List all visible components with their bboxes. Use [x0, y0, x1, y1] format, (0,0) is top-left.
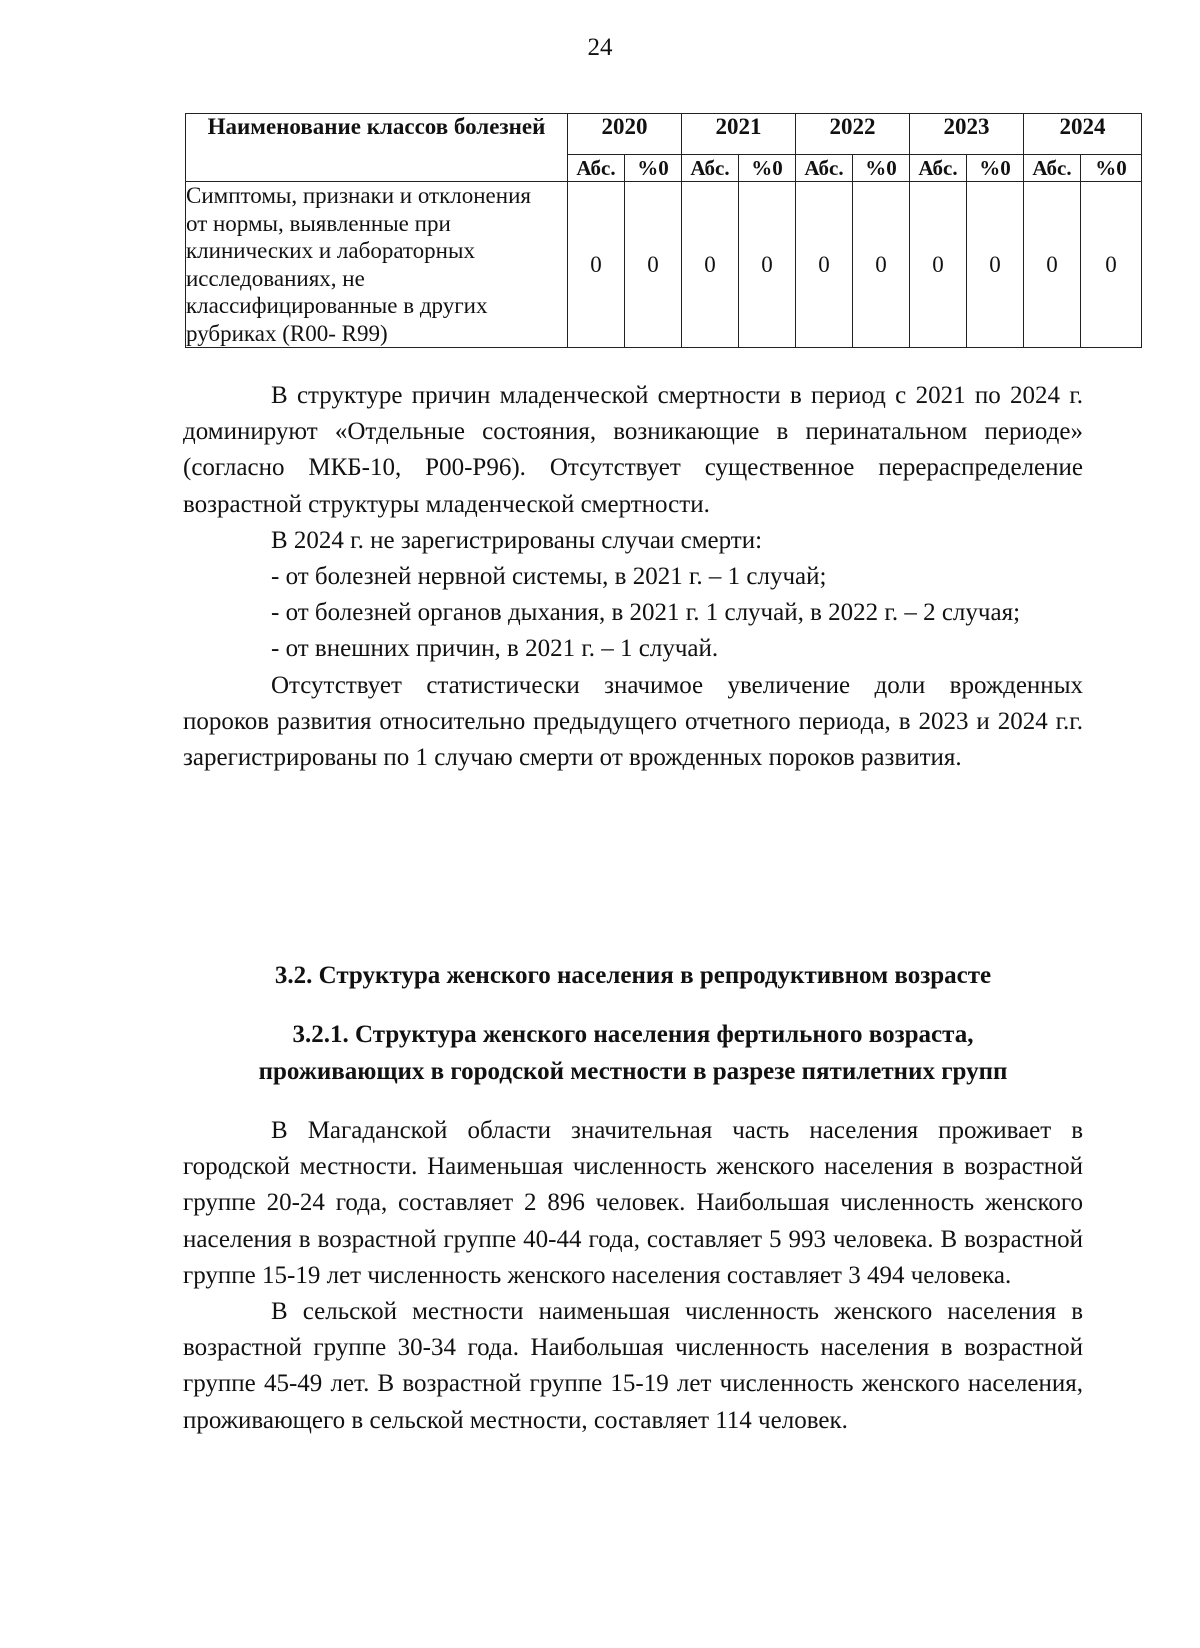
- row-name-line: клинических и лабораторных: [186, 238, 475, 263]
- table-header-row: [186, 114, 1142, 155]
- table-row: [186, 182, 1142, 348]
- cell-2024-pct: 0: [1081, 182, 1142, 348]
- list-item-nervous: - от болезней нервной системы, в 2021 г. – 1 случай;: [271, 563, 827, 591]
- paragraph-infant-mortality: В структуре причин младенческой смертности в период с 2021 по 2024 г. доминируют «Отдельные состояния, возникающие в перинатальном периоде» (согласно МКБ-10, Р00-Р96). Отсутствует существенное перераспределение возрастной структуры младенческой смертности.: [183, 382, 1083, 518]
- list-item-respiratory: - от болезней органов дыхания, в 2021 г. 1 случай, в 2022 г. – 2 случая;: [271, 599, 1021, 627]
- cell-2023-abs: 0: [910, 182, 967, 348]
- subheader-pct: %0: [625, 155, 682, 182]
- subheader-abs: Абс.: [910, 155, 967, 182]
- heading-line: проживающих в городской местности в разрезе пятилетних групп: [258, 1058, 1008, 1085]
- cell-2021-abs: 0: [682, 182, 739, 348]
- subheader-pct: %0: [739, 155, 796, 182]
- heading-line: 3.2.1. Структура женского населения фертильного возраста,: [292, 1021, 974, 1048]
- column-header-name: Наименование классов болезней: [186, 114, 568, 182]
- subheader-abs: Абс.: [1024, 155, 1081, 182]
- cell-2021-pct: 0: [739, 182, 796, 348]
- paragraph-no-deaths: В 2024 г. не зарегистрированы случаи смерти:: [271, 526, 763, 554]
- subheader-pct: %0: [967, 155, 1024, 182]
- subheader-pct: %0: [1081, 155, 1142, 182]
- disease-table: [185, 113, 1142, 348]
- row-disease-class: [186, 182, 568, 348]
- subheader-abs: Абс.: [568, 155, 625, 182]
- cell-2020-abs: 0: [568, 182, 625, 348]
- cell-2022-pct: 0: [853, 182, 910, 348]
- subheader-abs: Абс.: [682, 155, 739, 182]
- cell-2022-abs: 0: [796, 182, 853, 348]
- column-header-year: 2022: [796, 114, 910, 155]
- cell-2020-pct: 0: [625, 182, 682, 348]
- page-number: 24: [587, 34, 613, 61]
- row-name-line: рубриках (R00- R99): [186, 320, 388, 346]
- body-text-lower: [183, 1113, 1083, 1439]
- list-item-external: - от внешних причин, в 2021 г. – 1 случай.: [271, 635, 719, 663]
- row-name-line: исследованиях, не: [186, 265, 365, 291]
- cell-2024-abs: 0: [1024, 182, 1081, 348]
- row-name-line: от нормы, выявленные при: [186, 210, 451, 236]
- subheader-abs: Абс.: [796, 155, 853, 182]
- row-name-line: классифицированные в других: [186, 293, 488, 318]
- paragraph-rural: В сельской местности наименьшая численность женского населения в возрастной группе 30-34 года. Наибольшая численность населения в возрастной группе 45-49 лет. В возрастной группе 15-19 лет численность женского населения, проживающего в сельской местности, составляет 114 человек.: [183, 1298, 1083, 1434]
- paragraph-congenital: Отсутствует статистически значимое увеличение доли врожденных пороков развития относительно предыдущего отчетного периода, в 2023 и 2024 г.г. зарегистрированы по 1 случаю смерти от врожденных пороков развития.: [183, 671, 1083, 772]
- section-heading-3-2: 3.2. Структура женского населения в репродуктивном возрасте: [274, 962, 992, 989]
- column-header-year: 2024: [1024, 114, 1142, 155]
- section-heading-3-2-1: [183, 1016, 1083, 1090]
- column-header-year: 2020: [568, 114, 682, 155]
- body-text-upper: [183, 378, 1083, 776]
- column-header-year: 2021: [682, 114, 796, 155]
- column-header-year: 2023: [910, 114, 1024, 155]
- row-name-line: Симптомы, признаки и отклонения: [186, 183, 531, 208]
- subheader-pct: %0: [853, 155, 910, 182]
- paragraph-urban: В Магаданской области значительная часть населения проживает в городской местности. Наименьшая численность женского населения в возрастной группе 20-24 года, составляет 2 896 человек. Наибольшая численность женского населения в возрастной группе 40-44 года, составляет 5 993 человека. В возрастной группе 15-19 лет численность женского населения составляет 3 494 человека.: [183, 1117, 1083, 1289]
- cell-2023-pct: 0: [967, 182, 1024, 348]
